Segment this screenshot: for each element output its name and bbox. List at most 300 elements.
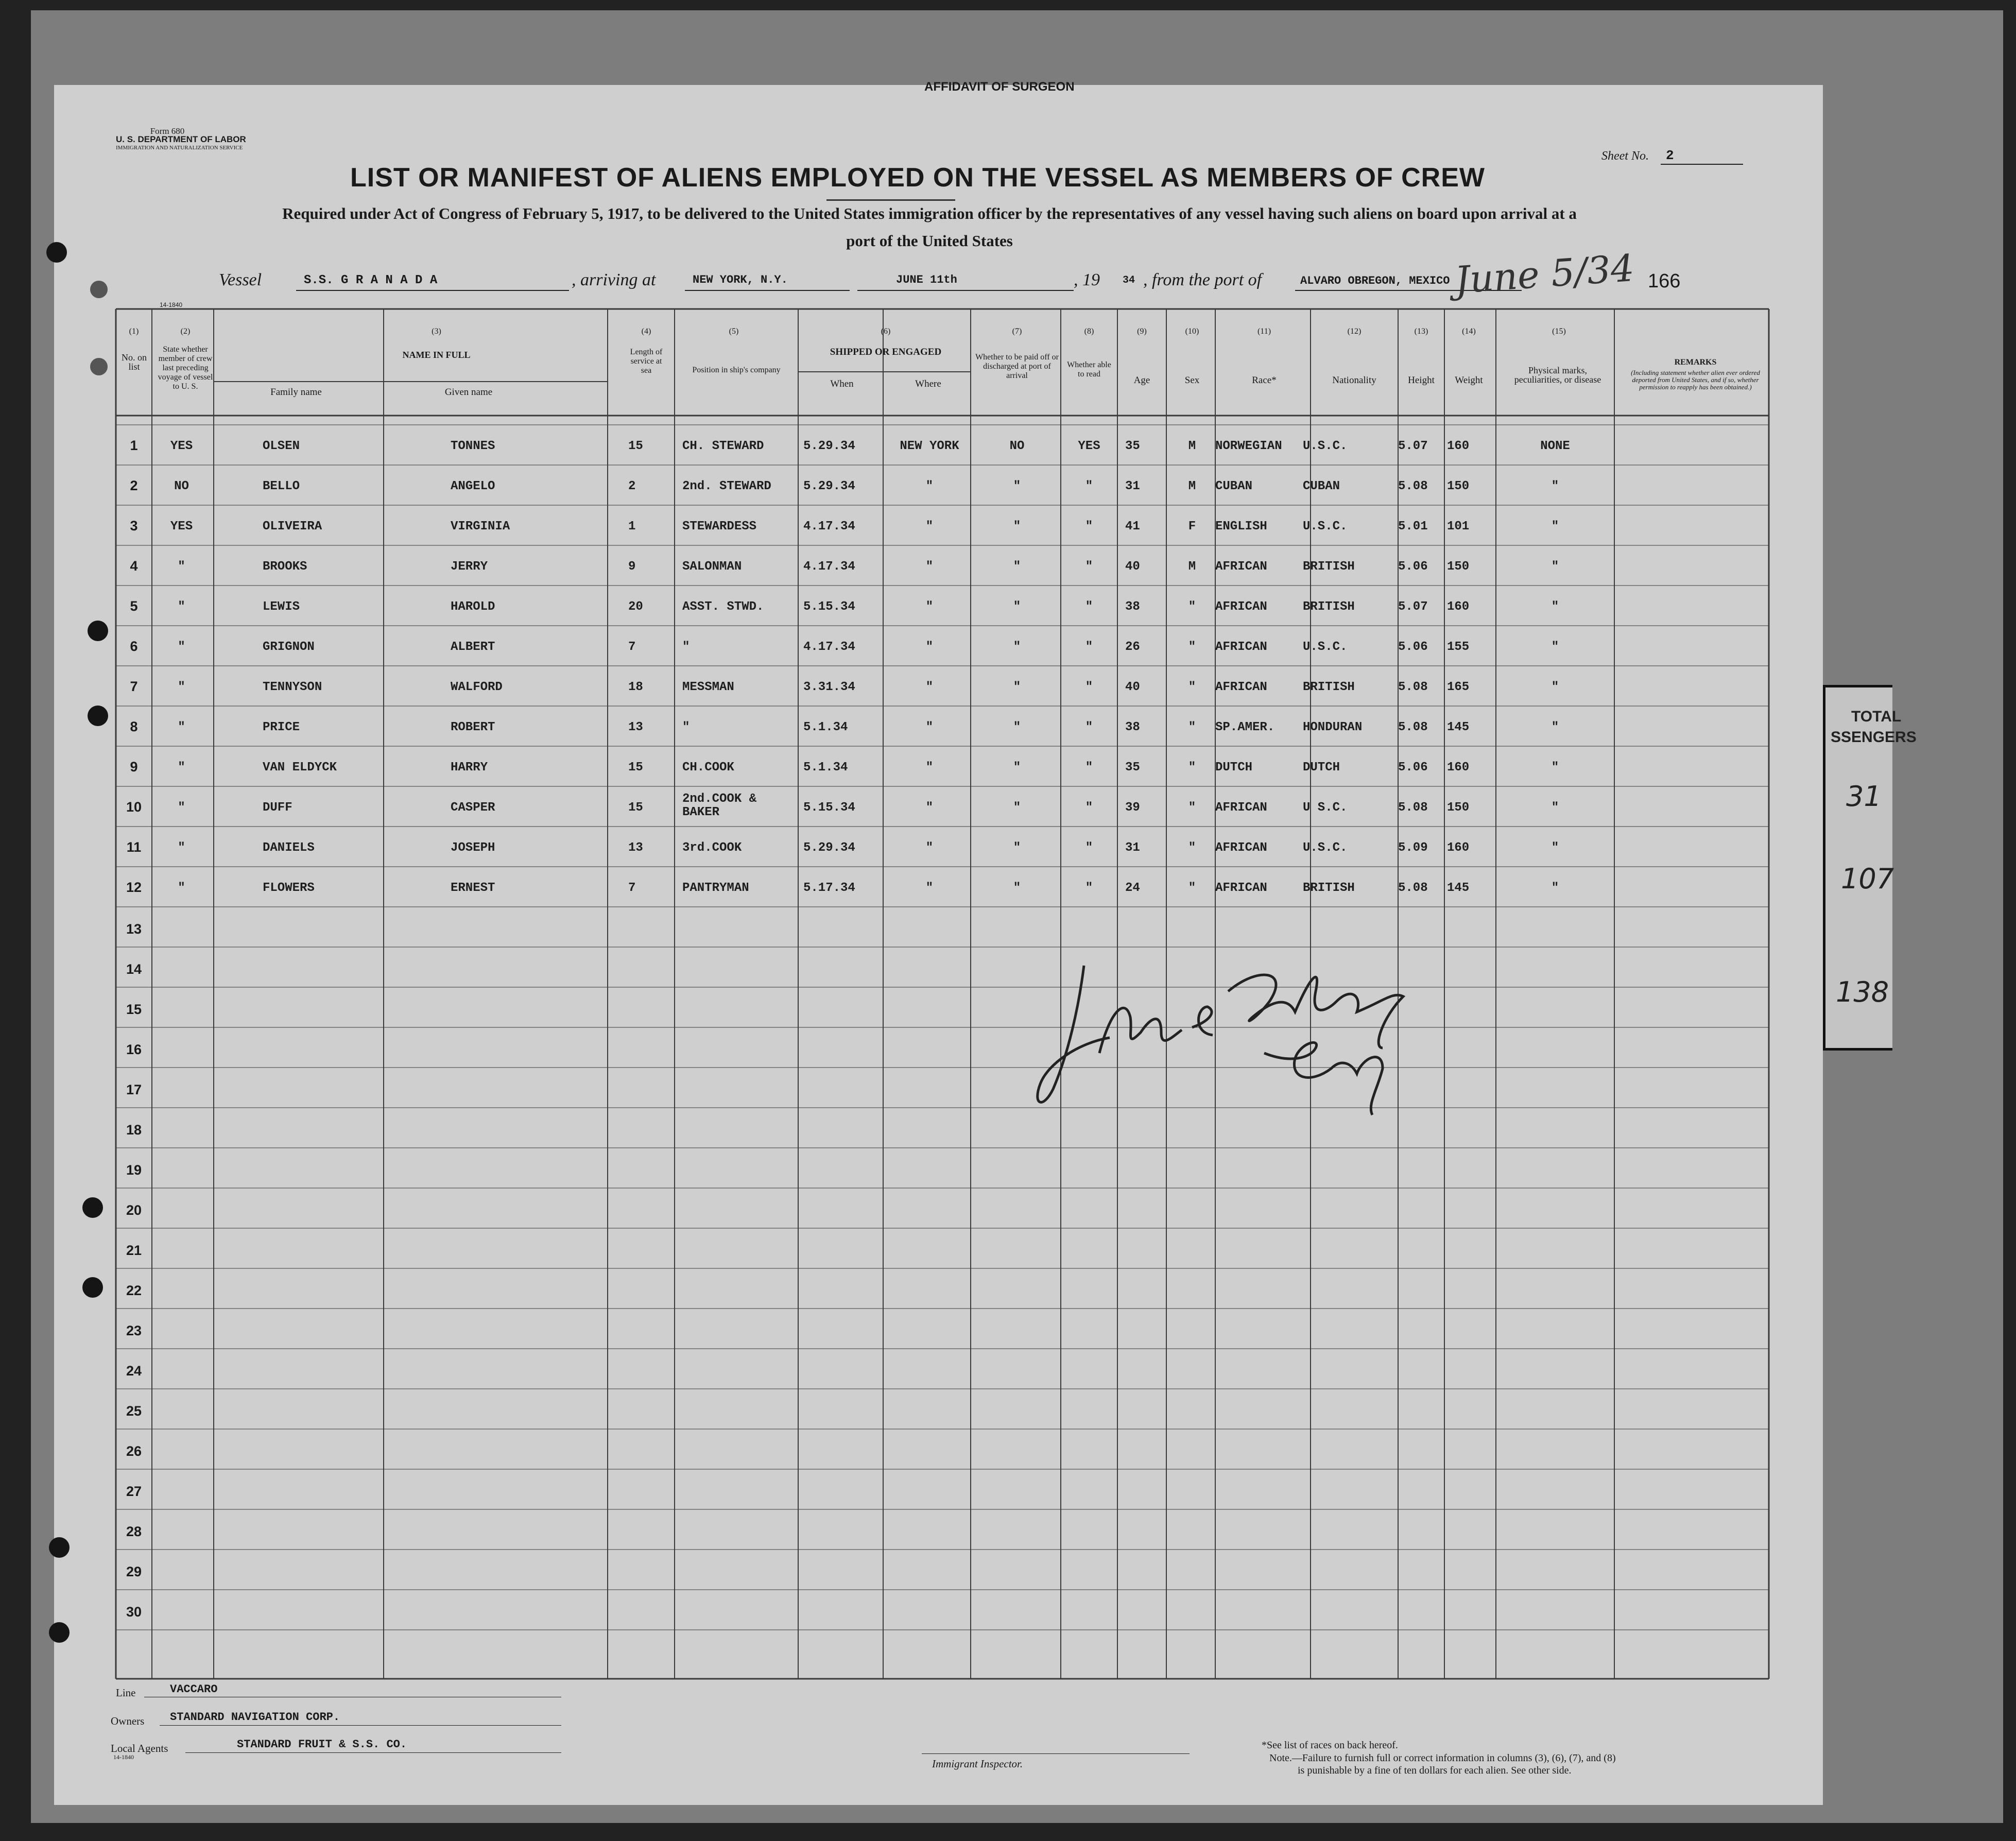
cell-age: 39 — [1125, 801, 1140, 815]
col1-header: No. on list — [122, 352, 147, 372]
cell-physical-marks: " — [1551, 560, 1559, 574]
cell-service-length: 15 — [628, 439, 643, 453]
cell-weight: 160 — [1447, 761, 1470, 775]
cell-age: 38 — [1125, 600, 1140, 614]
cell-age: 31 — [1125, 479, 1140, 493]
strip-number-2: 107 — [1841, 863, 1894, 895]
cell-nationality: U S.C. — [1303, 801, 1348, 815]
cell-race: NORWEGIAN — [1215, 439, 1282, 453]
cell-shipped-when: 5.29.34 — [803, 841, 855, 855]
cell-previous-voyage: " — [178, 640, 185, 654]
cell-able-to-read: " — [1085, 600, 1093, 614]
owners-value: STANDARD NAVIGATION CORP. — [170, 1711, 340, 1724]
cell-age: 31 — [1125, 841, 1140, 855]
cell-paid-off: " — [1013, 801, 1021, 815]
cell-height: 5.06 — [1398, 560, 1428, 574]
sheet-number: 2 — [1666, 148, 1674, 163]
cell-nationality: BRITISH — [1303, 600, 1355, 614]
from-port-label: , from the port of — [1143, 270, 1262, 289]
col12-header: Nationality — [1332, 375, 1376, 386]
cell-previous-voyage: " — [178, 761, 185, 775]
cell-race: SP.AMER. — [1215, 720, 1275, 734]
cell-weight: 101 — [1447, 520, 1470, 534]
row-number: 30 — [126, 1604, 142, 1620]
cell-sex: M — [1188, 560, 1196, 574]
cell-able-to-read: " — [1085, 560, 1093, 574]
cell-service-length: 15 — [628, 801, 643, 815]
cell-sex: " — [1188, 680, 1196, 694]
cell-age: 35 — [1125, 761, 1140, 775]
cell-family-name: PRICE — [263, 720, 300, 734]
cell-physical-marks: " — [1551, 640, 1559, 654]
row-number: 18 — [126, 1122, 142, 1138]
cell-race: AFRICAN — [1215, 841, 1267, 855]
col8-header: Whether able to read — [1067, 360, 1111, 378]
cell-given-name: ROBERT — [451, 720, 495, 734]
inspector-signature — [1022, 935, 1475, 1125]
cell-paid-off: NO — [1009, 439, 1025, 453]
cell-height: 5.08 — [1398, 801, 1428, 815]
cell-age: 40 — [1125, 680, 1140, 694]
row-number: 1 — [130, 438, 138, 453]
form-code-top: 14-1840 — [160, 301, 183, 308]
cell-nationality: BRITISH — [1303, 881, 1355, 895]
cell-given-name: ERNEST — [451, 881, 495, 895]
row-number: 19 — [126, 1162, 142, 1178]
cell-shipped-when: 5.15.34 — [803, 600, 855, 614]
col16-header: REMARKS — [1674, 358, 1717, 367]
col15-number: (15) — [1552, 327, 1566, 336]
cell-position: 3rd.COOK — [682, 841, 742, 855]
cell-shipped-where: " — [925, 761, 934, 775]
cell-paid-off: " — [1013, 600, 1021, 614]
col11-header: Race* — [1252, 375, 1277, 386]
cell-able-to-read: " — [1085, 680, 1093, 694]
row-number: 7 — [130, 679, 138, 694]
sheet-label: Sheet No. — [1601, 149, 1649, 163]
subtitle-line-2: port of the United States — [846, 232, 1013, 250]
col1-number: (1) — [129, 327, 139, 336]
line-value: VACCARO — [170, 1683, 218, 1696]
cell-sex: F — [1188, 520, 1196, 534]
row-number: 26 — [126, 1443, 142, 1459]
row-number: 11 — [126, 839, 142, 855]
cell-given-name: JOSEPH — [451, 841, 495, 855]
cell-previous-voyage: " — [178, 881, 185, 895]
cell-race: ENGLISH — [1215, 520, 1267, 534]
row-number: 12 — [126, 880, 142, 895]
cell-nationality: U.S.C. — [1303, 520, 1348, 534]
col7-number: (7) — [1012, 327, 1022, 336]
cell-paid-off: " — [1013, 761, 1021, 775]
cell-physical-marks: " — [1551, 600, 1559, 614]
cell-position: CH.COOK — [682, 761, 734, 775]
col14-number: (14) — [1462, 327, 1476, 336]
handwritten-date: June 5/34 — [1453, 246, 1636, 302]
cell-nationality: BRITISH — [1303, 560, 1355, 574]
cell-able-to-read: " — [1085, 640, 1093, 654]
vessel-label: Vessel — [219, 270, 262, 289]
cell-physical-marks: " — [1551, 801, 1559, 815]
cell-able-to-read: " — [1085, 479, 1093, 493]
cell-position: 2nd.COOK & BAKER — [682, 792, 757, 819]
col6-header: SHIPPED OR ENGAGED — [830, 347, 942, 357]
cell-height: 5.01 — [1398, 520, 1428, 534]
cell-race: AFRICAN — [1215, 881, 1267, 895]
row-number: 15 — [126, 1002, 142, 1017]
row-number: 5 — [130, 598, 138, 614]
col4-header: Length of service at sea — [630, 348, 663, 375]
cell-paid-off: " — [1013, 881, 1021, 895]
cell-position: CH. STEWARD — [682, 439, 764, 453]
cell-height: 5.09 — [1398, 841, 1428, 855]
cell-position: " — [682, 640, 690, 654]
cell-able-to-read: " — [1085, 841, 1093, 855]
strip-total-label: TOTAL — [1851, 708, 1902, 725]
cell-family-name: FLOWERS — [263, 881, 315, 895]
cell-paid-off: " — [1013, 680, 1021, 694]
arrival-year: 34 — [1123, 274, 1135, 286]
cell-nationality: BRITISH — [1303, 680, 1355, 694]
cell-sex: " — [1188, 801, 1196, 815]
cell-previous-voyage: NO — [174, 479, 189, 493]
cell-paid-off: " — [1013, 560, 1021, 574]
col3-given-header: Given name — [444, 387, 493, 398]
inspector-label: Immigrant Inspector. — [932, 1758, 1023, 1770]
year-prefix: , 19 — [1074, 270, 1100, 289]
cell-shipped-when: 5.1.34 — [803, 761, 848, 775]
cell-position: ASST. STWD. — [682, 600, 764, 614]
cell-given-name: TONNES — [451, 439, 495, 453]
cell-nationality: U.S.C. — [1303, 439, 1348, 453]
cell-race: CUBAN — [1215, 479, 1253, 493]
col12-number: (12) — [1347, 327, 1362, 336]
row-number: 9 — [130, 759, 138, 775]
cell-shipped-where: " — [925, 720, 934, 734]
cell-height: 5.06 — [1398, 640, 1428, 654]
cell-weight: 150 — [1447, 560, 1470, 574]
arriving-port: NEW YORK, N.Y. — [693, 273, 788, 286]
cell-shipped-when: 4.17.34 — [803, 560, 855, 574]
col10-header: Sex — [1184, 375, 1200, 386]
table-grid — [54, 85, 1823, 1805]
cell-previous-voyage: YES — [170, 520, 193, 534]
cell-physical-marks: " — [1551, 680, 1559, 694]
cell-age: 40 — [1125, 560, 1140, 574]
page-number: 166 — [1648, 270, 1681, 292]
cell-service-length: 7 — [628, 881, 636, 895]
cell-race: AFRICAN — [1215, 680, 1267, 694]
cell-physical-marks: " — [1551, 881, 1559, 895]
cell-sex: M — [1188, 439, 1196, 453]
cell-service-length: 1 — [628, 520, 636, 534]
row-number: 20 — [126, 1202, 142, 1218]
row-number: 23 — [126, 1323, 142, 1338]
cell-family-name: GRIGNON — [263, 640, 315, 654]
cell-shipped-when: 4.17.34 — [803, 520, 855, 534]
vessel-name: S.S. G R A N A D A — [304, 273, 438, 287]
cell-shipped-when: 5.1.34 — [803, 720, 848, 734]
cell-weight: 160 — [1447, 439, 1470, 453]
cell-shipped-when: 3.31.34 — [803, 680, 855, 694]
cell-paid-off: " — [1013, 520, 1021, 534]
cell-previous-voyage: " — [178, 680, 185, 694]
cell-shipped-where: " — [925, 801, 934, 815]
col9-header: Age — [1133, 375, 1150, 386]
cell-service-length: 20 — [628, 600, 643, 614]
col10-number: (10) — [1185, 327, 1199, 336]
cell-position: PANTRYMAN — [682, 881, 749, 895]
cell-height: 5.08 — [1398, 479, 1428, 493]
cell-nationality: HONDURAN — [1303, 720, 1363, 734]
cell-previous-voyage: " — [178, 720, 185, 734]
cell-service-length: 18 — [628, 680, 643, 694]
cell-position: " — [682, 720, 690, 734]
cell-shipped-where: " — [925, 600, 934, 614]
row-number: 2 — [130, 478, 138, 493]
cell-shipped-when: 5.15.34 — [803, 801, 855, 815]
strip-number-1: 31 — [1846, 780, 1882, 813]
cell-sex: " — [1188, 761, 1196, 775]
col9-number: (9) — [1137, 327, 1147, 336]
cell-able-to-read: " — [1085, 761, 1093, 775]
cell-race: AFRICAN — [1215, 600, 1267, 614]
cell-previous-voyage: " — [178, 560, 185, 574]
cell-family-name: BELLO — [263, 479, 300, 493]
col6-where-header: Where — [915, 378, 941, 389]
col15-header: Physical marks, peculiarities, or disease — [1514, 365, 1601, 385]
cell-given-name: JERRY — [451, 560, 488, 574]
cell-race: AFRICAN — [1215, 640, 1267, 654]
strip-number-3: 138 — [1836, 976, 1889, 1008]
manifest-page — [54, 80, 1823, 1805]
cell-sex: " — [1188, 881, 1196, 895]
inspector-line — [922, 1753, 1190, 1754]
cell-paid-off: " — [1013, 720, 1021, 734]
arriving-label: , arriving at — [572, 270, 656, 289]
col5-header: Position in ship's company — [692, 366, 781, 374]
row-number: 10 — [126, 799, 142, 815]
col3-header: NAME IN FULL — [402, 350, 471, 360]
cell-shipped-where: " — [925, 841, 934, 855]
agents-value: STANDARD FRUIT & S.S. CO. — [237, 1738, 407, 1751]
row-number: 8 — [130, 719, 138, 734]
cell-shipped-when: 5.17.34 — [803, 881, 855, 895]
cell-sex: " — [1188, 841, 1196, 855]
failure-note: Note.—Failure to furnish full or correct information in columns (3), (6), (7), and (8) — [1269, 1752, 1616, 1764]
cell-able-to-read: " — [1085, 720, 1093, 734]
cell-shipped-where: " — [925, 881, 934, 895]
cell-given-name: VIRGINIA — [451, 520, 510, 534]
cell-age: 41 — [1125, 520, 1140, 534]
cell-family-name: TENNYSON — [263, 680, 322, 694]
owners-underline — [160, 1725, 561, 1726]
cell-weight: 145 — [1447, 720, 1470, 734]
row-number: 16 — [126, 1042, 142, 1057]
col13-header: Height — [1408, 375, 1435, 386]
cell-weight: 145 — [1447, 881, 1470, 895]
cell-physical-marks: " — [1551, 520, 1559, 534]
cell-age: 38 — [1125, 720, 1140, 734]
agents-label: Local Agents — [111, 1742, 168, 1754]
cell-height: 5.08 — [1398, 680, 1428, 694]
form-code-bottom: 14-1840 — [113, 1753, 134, 1761]
col5-number: (5) — [729, 327, 739, 336]
subtitle-line-1: Required under Act of Congress of February 5, 1917, to be delivered to the United States immigration officer by the representatives of any vessel having such aliens on board upon arrival at a — [282, 204, 1577, 222]
cell-physical-marks: " — [1551, 841, 1559, 855]
cell-sex: " — [1188, 600, 1196, 614]
cell-nationality: U.S.C. — [1303, 841, 1348, 855]
row-number: 29 — [126, 1564, 142, 1579]
cell-service-length: 9 — [628, 560, 636, 574]
cell-able-to-read: " — [1085, 881, 1093, 895]
col16-note: (Including statement whether alien ever ordered deported from United States, and if so, whether permission to reapply has been obtained.) — [1631, 369, 1760, 391]
cell-given-name: HARRY — [451, 761, 488, 775]
row-number: 6 — [130, 639, 138, 654]
owners-label: Owners — [111, 1715, 145, 1727]
cell-paid-off: " — [1013, 841, 1021, 855]
row-number: 14 — [126, 961, 142, 977]
form-department: U. S. DEPARTMENT OF LABOR — [116, 134, 246, 144]
cell-age: 35 — [1125, 439, 1140, 453]
cell-race: AFRICAN — [1215, 560, 1267, 574]
cell-shipped-when: 4.17.34 — [803, 640, 855, 654]
col13-number: (13) — [1414, 327, 1428, 336]
strip-passengers-label: SSENGERS — [1831, 729, 1917, 746]
cell-nationality: CUBAN — [1303, 479, 1340, 493]
cell-given-name: ALBERT — [451, 640, 495, 654]
cell-previous-voyage: " — [178, 801, 185, 815]
row-number: 24 — [126, 1363, 142, 1379]
cell-weight: 160 — [1447, 600, 1470, 614]
cell-physical-marks: " — [1551, 761, 1559, 775]
col3-family-header: Family name — [270, 387, 322, 398]
cell-weight: 160 — [1447, 841, 1470, 855]
cell-position: 2nd. STEWARD — [682, 479, 771, 493]
agents-underline — [185, 1752, 561, 1753]
row-number: 22 — [126, 1283, 142, 1298]
cell-race: DUTCH — [1215, 761, 1253, 775]
cell-shipped-where: " — [925, 680, 934, 694]
cell-weight: 165 — [1447, 680, 1470, 694]
cell-race: AFRICAN — [1215, 801, 1267, 815]
cell-previous-voyage: " — [178, 841, 185, 855]
cell-service-length: 2 — [628, 479, 636, 493]
cell-weight: 150 — [1447, 479, 1470, 493]
cell-height: 5.08 — [1398, 720, 1428, 734]
cell-given-name: HAROLD — [451, 600, 495, 614]
cell-position: STEWARDESS — [682, 520, 757, 534]
row-number: 13 — [126, 921, 142, 937]
cell-height: 5.08 — [1398, 881, 1428, 895]
cell-given-name: WALFORD — [451, 680, 503, 694]
row-number: 4 — [130, 558, 138, 574]
cell-paid-off: " — [1013, 640, 1021, 654]
cell-given-name: ANGELO — [451, 479, 495, 493]
cell-shipped-where: " — [925, 560, 934, 574]
row-number: 25 — [126, 1403, 142, 1419]
col7-header: Whether to be paid off or discharged at port of arrival — [975, 353, 1059, 380]
cell-nationality: U.S.C. — [1303, 640, 1348, 654]
cell-family-name: DANIELS — [263, 841, 315, 855]
cell-weight: 155 — [1447, 640, 1470, 654]
cell-service-length: 7 — [628, 640, 636, 654]
cell-service-length: 13 — [628, 841, 643, 855]
col6-when-header: When — [830, 378, 854, 389]
cell-previous-voyage: YES — [170, 439, 193, 453]
form-service: IMMIGRATION AND NATURALIZATION SERVICE — [116, 145, 243, 151]
cell-family-name: OLIVEIRA — [263, 520, 322, 534]
col2-number: (2) — [180, 327, 191, 336]
cell-height: 5.06 — [1398, 761, 1428, 775]
cell-shipped-when: 5.29.34 — [803, 479, 855, 493]
departure-port: ALVARO OBREGON, MEXICO — [1300, 274, 1450, 287]
line-label: Line — [116, 1687, 136, 1699]
cell-sex: " — [1188, 640, 1196, 654]
cell-position: MESSMAN — [682, 680, 734, 694]
cell-family-name: BROOKS — [263, 560, 307, 574]
cell-given-name: CASPER — [451, 801, 495, 815]
cell-family-name: DUFF — [263, 801, 292, 815]
cell-position: SALONMAN — [682, 560, 742, 574]
form-number: Form 680 — [150, 126, 185, 136]
cell-paid-off: " — [1013, 479, 1021, 493]
cell-age: 26 — [1125, 640, 1140, 654]
cell-able-to-read: " — [1085, 801, 1093, 815]
col2-header: State whether member of crew last preceding voyage of vessel to U. S. — [158, 345, 213, 391]
cell-shipped-when: 5.29.34 — [803, 439, 855, 453]
row-number: 21 — [126, 1243, 142, 1258]
cell-height: 5.07 — [1398, 600, 1428, 614]
cell-service-length: 15 — [628, 761, 643, 775]
cell-physical-marks: NONE — [1540, 439, 1570, 453]
row-number: 28 — [126, 1524, 142, 1539]
cell-shipped-where: " — [925, 640, 934, 654]
cell-family-name: LEWIS — [263, 600, 300, 614]
cell-shipped-where: NEW YORK — [900, 439, 959, 453]
row-number: 3 — [130, 518, 138, 534]
cell-weight: 150 — [1447, 801, 1470, 815]
cell-sex: " — [1188, 720, 1196, 734]
col8-number: (8) — [1084, 327, 1094, 336]
col11-number: (11) — [1257, 327, 1271, 336]
cell-able-to-read: " — [1085, 520, 1093, 534]
cell-previous-voyage: " — [178, 600, 185, 614]
row-number: 27 — [126, 1484, 142, 1499]
cell-family-name: VAN ELDYCK — [263, 761, 337, 775]
affidavit-header: AFFIDAVIT OF SURGEON — [924, 80, 1075, 94]
cell-able-to-read: YES — [1078, 439, 1100, 453]
cell-service-length: 13 — [628, 720, 643, 734]
cell-height: 5.07 — [1398, 439, 1428, 453]
races-note: *See list of races on back hereof. — [1262, 1740, 1398, 1751]
cell-shipped-where: " — [925, 479, 934, 493]
cell-sex: M — [1188, 479, 1196, 493]
page-title: LIST OR MANIFEST OF ALIENS EMPLOYED ON THE VESSEL AS MEMBERS OF CREW — [350, 163, 1485, 193]
row-number: 17 — [126, 1082, 142, 1097]
cell-nationality: DUTCH — [1303, 761, 1340, 775]
col3-number: (3) — [432, 327, 441, 336]
cell-age: 24 — [1125, 881, 1140, 895]
arrival-date: JUNE 11th — [896, 273, 957, 286]
fine-note: is punishable by a fine of ten dollars for each alien. See other side. — [1298, 1765, 1572, 1776]
cell-physical-marks: " — [1551, 720, 1559, 734]
cell-family-name: OLSEN — [263, 439, 300, 453]
col4-number: (4) — [641, 327, 651, 336]
col6-number: (6) — [881, 327, 891, 336]
cell-physical-marks: " — [1551, 479, 1559, 493]
cell-shipped-where: " — [925, 520, 934, 534]
